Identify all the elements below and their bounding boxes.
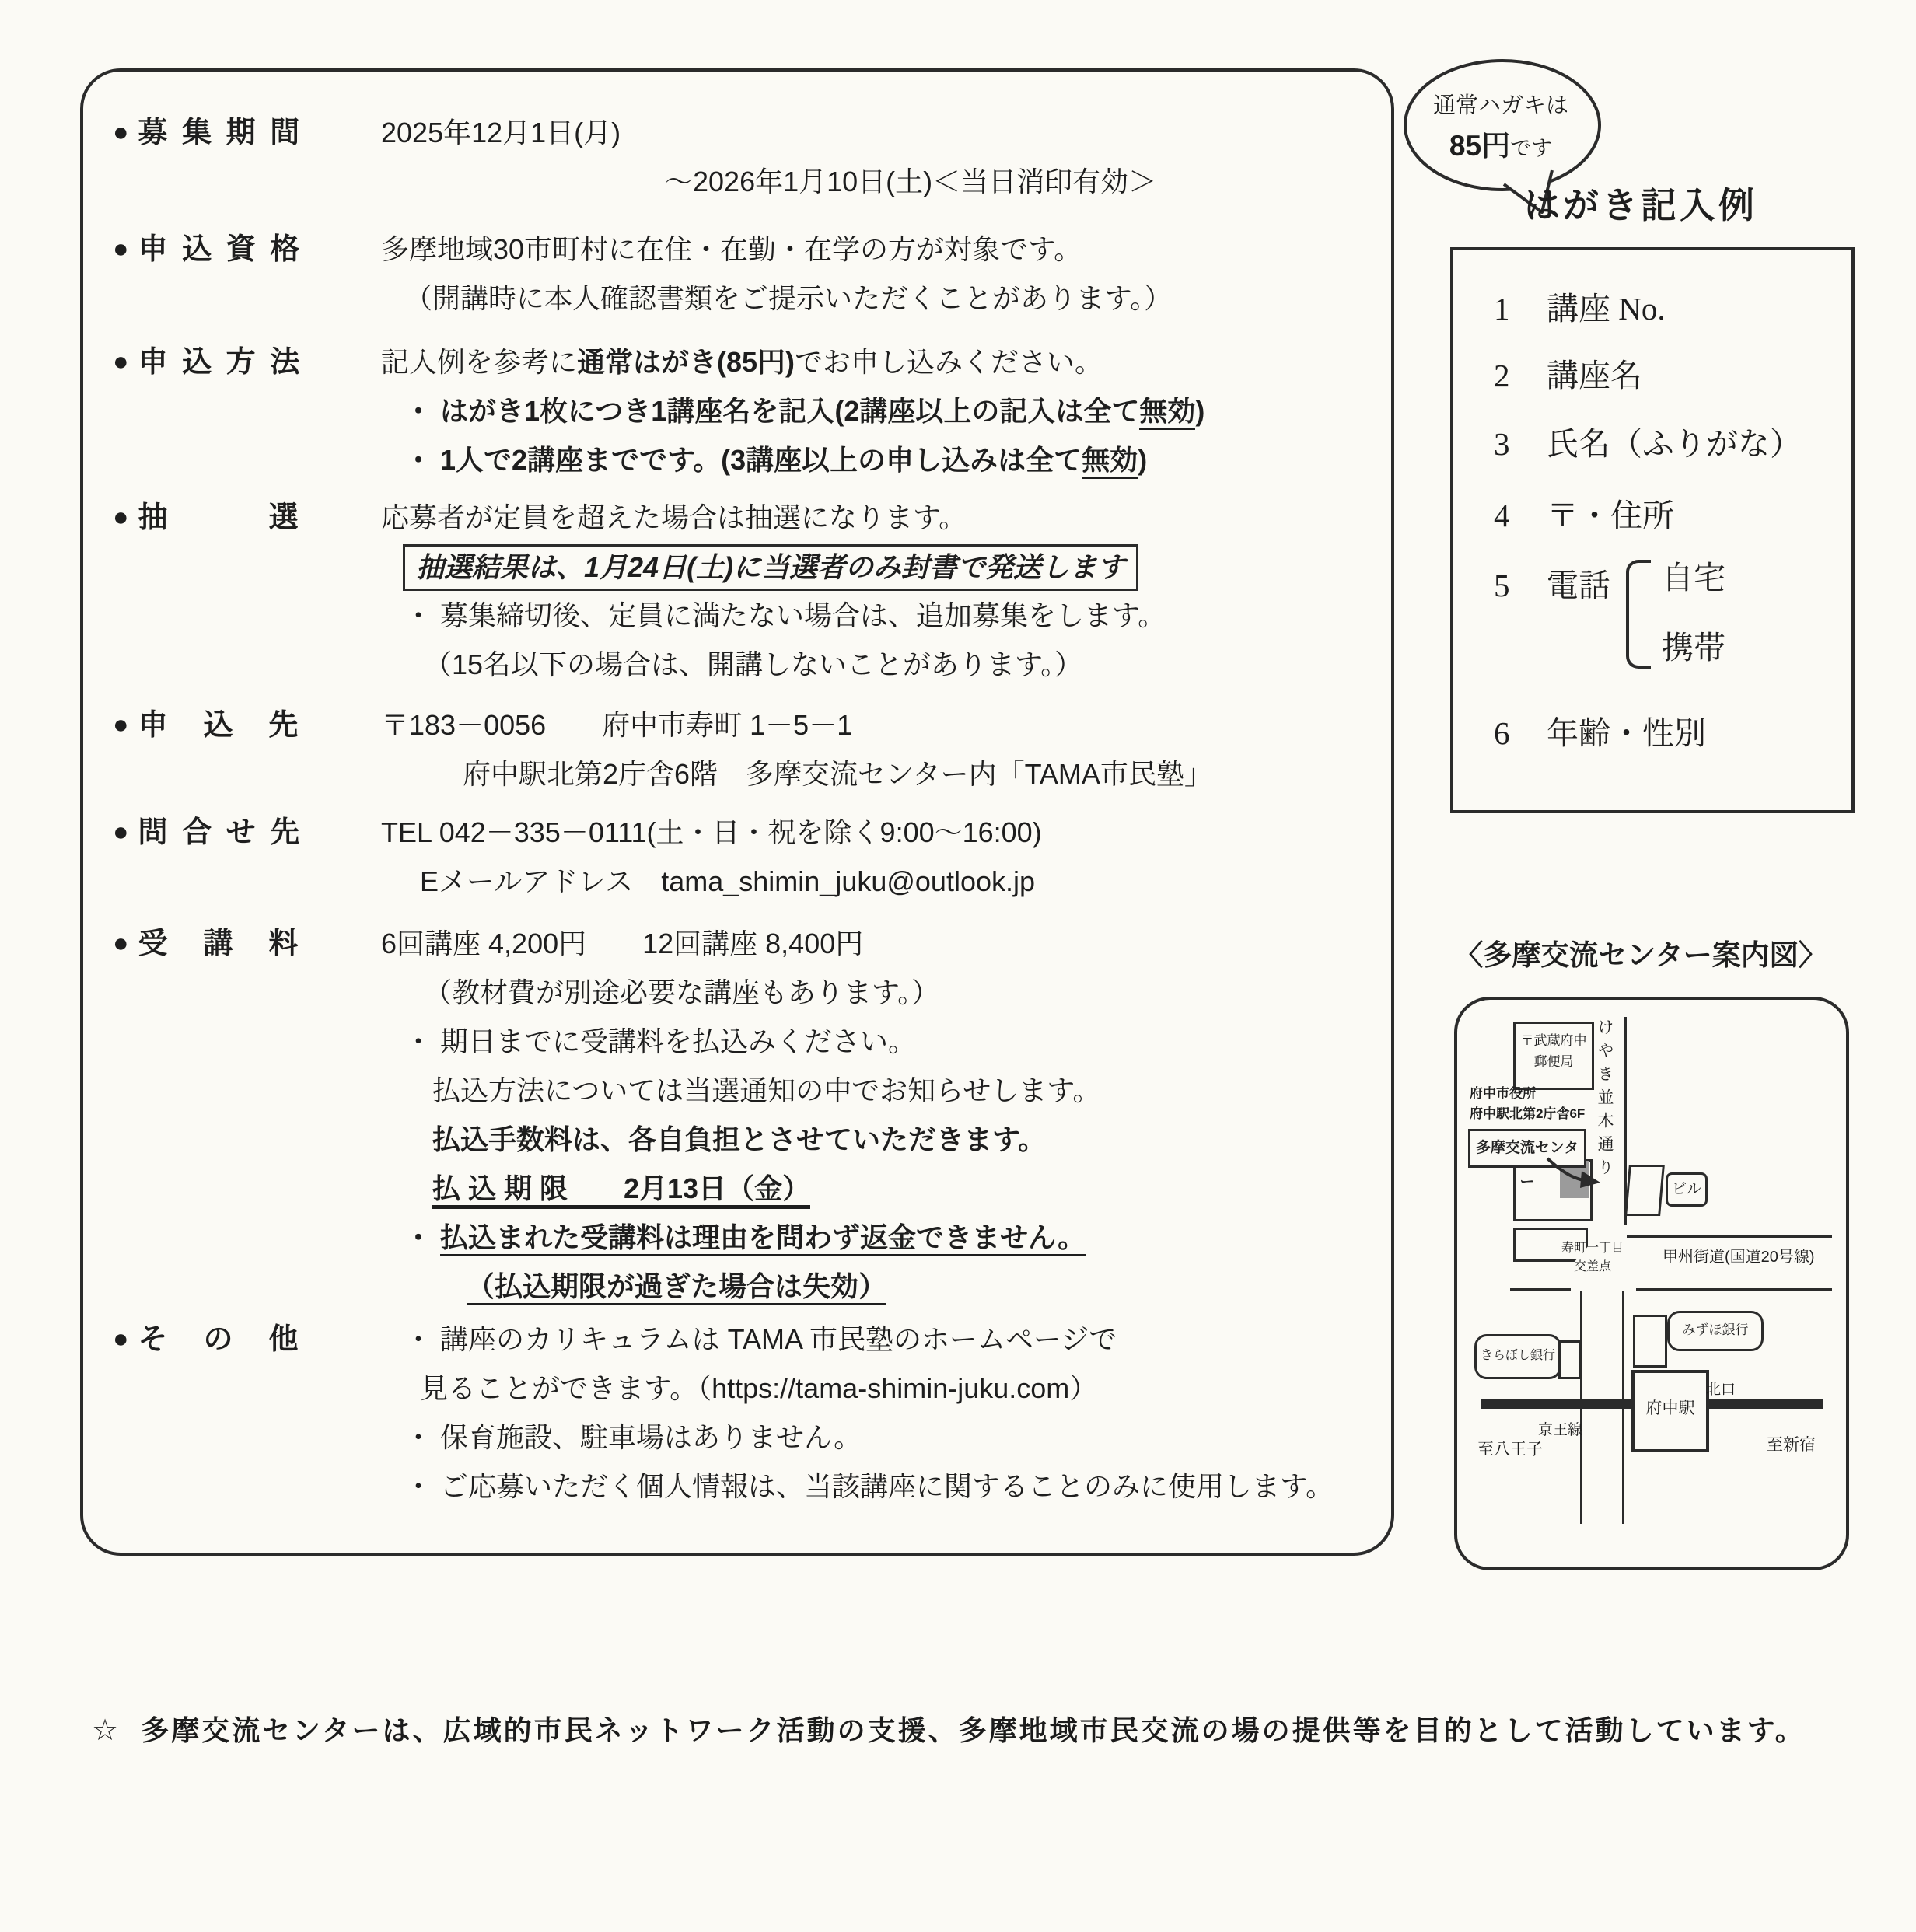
section-label: ● 問 合 せ 先 <box>113 816 303 849</box>
keio-line-label: 京王線 <box>1538 1422 1583 1438</box>
kotobuki-crossing-label: 寿町一丁目 交差点 <box>1561 1242 1624 1273</box>
text-line: ・ 保育施設、駐車場はありません。 <box>404 1421 862 1453</box>
postcard-item-age-gender: 6 年齢・性別 <box>1494 715 1706 751</box>
section-label: ● そ の 他 <box>113 1323 302 1356</box>
text-line <box>381 542 1388 591</box>
bullet-icon: ● <box>113 928 132 958</box>
post-office-box <box>1513 1022 1594 1090</box>
phone-bracket <box>1626 560 1651 669</box>
bullet-icon: ● <box>113 1324 132 1354</box>
text-line: （15名以下の場合は、開講しないことがあります。） <box>424 648 1083 680</box>
bubble-text: 通常ハガキは <box>1432 93 1568 118</box>
text-line: 払込方法については当選通知の中でお知らせします。 <box>432 1074 1101 1106</box>
text-line: ・ 1人で2講座までです。(3講座以上の申し込みは全て無効) <box>381 435 1388 484</box>
text-line: 記入例を参考に通常はがき(85円)でお申し込みください。 <box>381 346 1103 378</box>
text-line: 2025年12月1日(月) <box>381 117 621 148</box>
bullet-icon: ● <box>113 234 132 264</box>
map-title: 〈多摩交流センター案内図〉 <box>1454 939 1827 971</box>
text-line: 見ることができます。（https://tama-shimin-juku.com） <box>420 1372 1098 1404</box>
text-line: ・ はがき1枚につき1講座名を記入(2講座以上の記入は全て無効) <box>381 386 1388 435</box>
postcard-item-course-no: 1 講座 No. <box>1494 291 1666 327</box>
road-line-koshu-upper <box>1627 1235 1832 1238</box>
footer-note: ☆ 多摩交流センターは、広域的市民ネットワーク活動の支援、多摩地域市民交流の場の提供等を目的として活動しています。 <box>92 1714 1806 1747</box>
text-line: ・ 募集締切後、定員に満たない場合は、追加募集をします。 <box>404 599 1166 631</box>
text-line: 応募者が定員を超えた場合は抽選になります。 <box>381 501 967 533</box>
building-shape <box>1624 1165 1665 1216</box>
postcard-phone-mobile: 携帯 <box>1662 630 1725 666</box>
text-line: 払込手数料は、各自負担とさせていただきます。 <box>432 1123 1047 1155</box>
keyaki-street-label: けやき並木通り <box>1596 1018 1614 1182</box>
mizuho-bank-label: みずほ銀行 <box>1667 1311 1764 1351</box>
road-line-koshu-lower-right <box>1636 1288 1832 1291</box>
bullet-icon: ● <box>113 347 132 376</box>
bullet-icon: ● <box>113 502 132 532</box>
fuchu-station-box: 府中駅 <box>1631 1370 1709 1452</box>
section-label: ● 申 込 方 法 <box>113 346 303 379</box>
text-line: Eメールアドレス tama_shimin_juku@outlook.jp <box>420 865 1036 897</box>
text-line: （払込期限が過ぎた場合は失効） <box>381 1262 1388 1311</box>
post-office-label: 郵便局 <box>1533 1054 1574 1070</box>
bil-building-label: ビル <box>1666 1172 1708 1207</box>
kiraboshi-bank-label: きらぼし銀行 <box>1474 1334 1561 1379</box>
text-line: （開講時に本人確認書類をご提示いただくことがあります。） <box>404 282 1173 314</box>
text-line: 府中駅北第2庁舎6階 多摩交流センター内「TAMA市民塾」 <box>463 758 1212 790</box>
section-label: ● 受 講 料 <box>113 928 302 960</box>
section-label: ● 抽 選 <box>113 501 302 534</box>
section-label: ● 申 込 先 <box>113 709 302 742</box>
bullet-icon: ● <box>113 817 132 847</box>
text-line: ・ 期日までに受講料を払込みください。 <box>404 1025 917 1057</box>
text-line: 〒183－0056 府中市寿町 1－5－1 <box>381 709 853 741</box>
text-line: （教材費が別途必要な講座もあります。） <box>424 976 940 1008</box>
north-exit-label: 北口 <box>1706 1382 1736 1398</box>
access-map <box>1454 997 1849 1570</box>
lottery-result-box: 抽選結果は、1月24日(土)に当選者のみ封書で発送します <box>403 544 1138 591</box>
postcard-example-title: はがき記入例 <box>1524 185 1757 225</box>
text-line: 払 込 期 限 2月13日（金） <box>381 1164 1388 1213</box>
to-hachioji-label: 至八王子 <box>1477 1441 1543 1459</box>
text-line: ・ 払込まれた受講料は理由を問わず返金できません。 <box>381 1213 1388 1262</box>
city-hall-label: 府中市役所 府中駅北第2庁舎6F <box>1470 1086 1586 1122</box>
postcard-item-name: 3 氏名（ふりがな） <box>1494 426 1802 462</box>
bullet-icon: ● <box>113 117 132 147</box>
section-label: ● 募 集 期 間 <box>113 117 303 149</box>
text-line: ・ ご応募いただく個人情報は、当該講座に関することのみに使用します。 <box>404 1470 1334 1502</box>
text-line: 6回講座 4,200円 12回講座 8,400円 <box>381 928 864 959</box>
star-icon: ☆ <box>92 1714 121 1747</box>
bubble-price: 85円です <box>1449 130 1553 162</box>
building-shape <box>1633 1315 1667 1368</box>
to-shinjuku-label: 至新宿 <box>1767 1436 1816 1454</box>
postcard-item-course-name: 2 講座名 <box>1494 358 1642 393</box>
text-line: TEL 042－335－0111(土・日・祝を除く9:00～16:00) <box>381 816 1042 848</box>
text-line: 多摩地域30市町村に在住・在勤・在学の方が対象です。 <box>381 233 1082 265</box>
road-line-koshu-lower-left <box>1510 1288 1571 1291</box>
post-office-label: 〒武蔵府中 <box>1520 1033 1587 1048</box>
postcard-example-box <box>1450 247 1855 813</box>
koshu-kaido-label: 甲州街道(国道20号線) <box>1663 1249 1815 1266</box>
postcard-item-address: 4 〒・住所 <box>1494 498 1674 533</box>
section-label: ● 申 込 資 格 <box>113 233 303 266</box>
text-line: ・ 講座のカリキュラムは TAMA 市民塾のホームページで <box>404 1323 1117 1355</box>
tama-center-box: 多摩交流センター <box>1468 1129 1586 1168</box>
building-shape <box>1558 1340 1582 1379</box>
text-line: ～2026年1月10日(土)＜当日消印有効＞ <box>665 166 1157 197</box>
postcard-phone-home: 自宅 <box>1662 560 1725 596</box>
bullet-icon: ● <box>113 710 132 739</box>
postcard-item-phone: 5 電話 <box>1494 568 1610 603</box>
